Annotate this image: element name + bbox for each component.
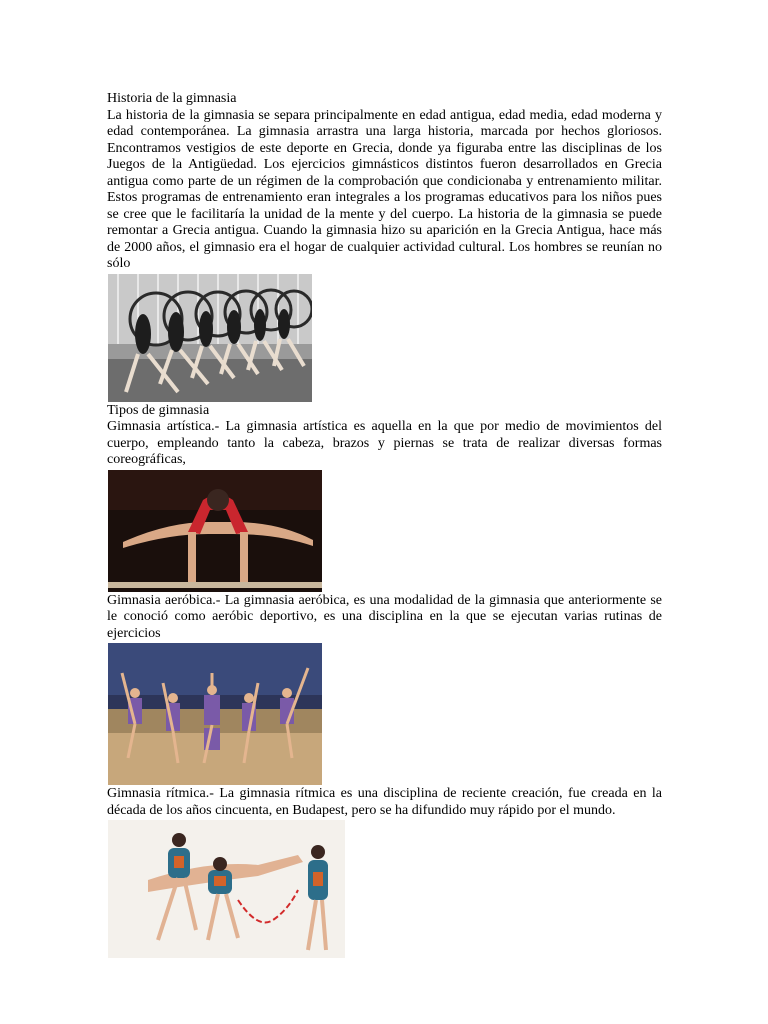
paragraph-historia: La historia de la gimnasia se separa principalmente en edad antigua, edad media, edad moderna y edad contemporánea. La gimnasia arrastra una larga historia, marcada por hechos gloriosos. Encontramos vestigios de este deporte en Grecia, donde ya figuraba entre las disciplinas de los Juegos de la Antigüedad. Los ejercicios gimnásticos distintos fueron desarrollados en Grecia antigua como parte de un régimen de la comprobación que condicionaba y entrenamiento militar. Estos programas de entrenamiento eran integrales a los programas educativos para los niños pues se cree que le facilitaría la unidad de la mente y del cuerpo. La historia de la gimnasia se puede remontar a Grecia antigua. Cuando la gimnasia hizo su aparición en la Grecia Antigua, hace más de 2000 años, el gimnasio era el hogar de cualquier actividad cultural. Los hombres se reunían no sólo [107,107,662,271]
section-title-historia: Historia de la gimnasia [107,91,237,106]
paragraph-gimnasia-artistica: Gimnasia artística.- La gimnasia artística es aquella en la que por medio de movimientos del cuerpo, empleando tanto la cabeza, brazos y piernas se trata de realizar diversas formas coreográficas, [107,419,662,467]
section-title-tipos: Tipos de gimnasia [107,402,210,418]
photo-artistic-gymnast [108,470,322,592]
photo-rhythmic-group [108,820,345,958]
paragraph-gimnasia-ritmica: Gimnasia rítmica.- La gimnasia rítmica es una disciplina de reciente creación, fue creada en la década de los años cincuenta, en Budapest, pero se ha difundido muy rápido por el mundo. [107,786,662,818]
photo-historic-gymnasts [108,274,312,402]
document-page [107,91,662,959]
photo-aerobic-team [108,643,322,785]
paragraph-gimnasia-aerobica: Gimnasia aeróbica.- La gimnasia aeróbica, es una modalidad de la gimnasia que anteriormente se le conoció como aeróbic deportivo, es una disciplina en la que se ejecutan varias rutinas de ejercicios [107,592,662,641]
